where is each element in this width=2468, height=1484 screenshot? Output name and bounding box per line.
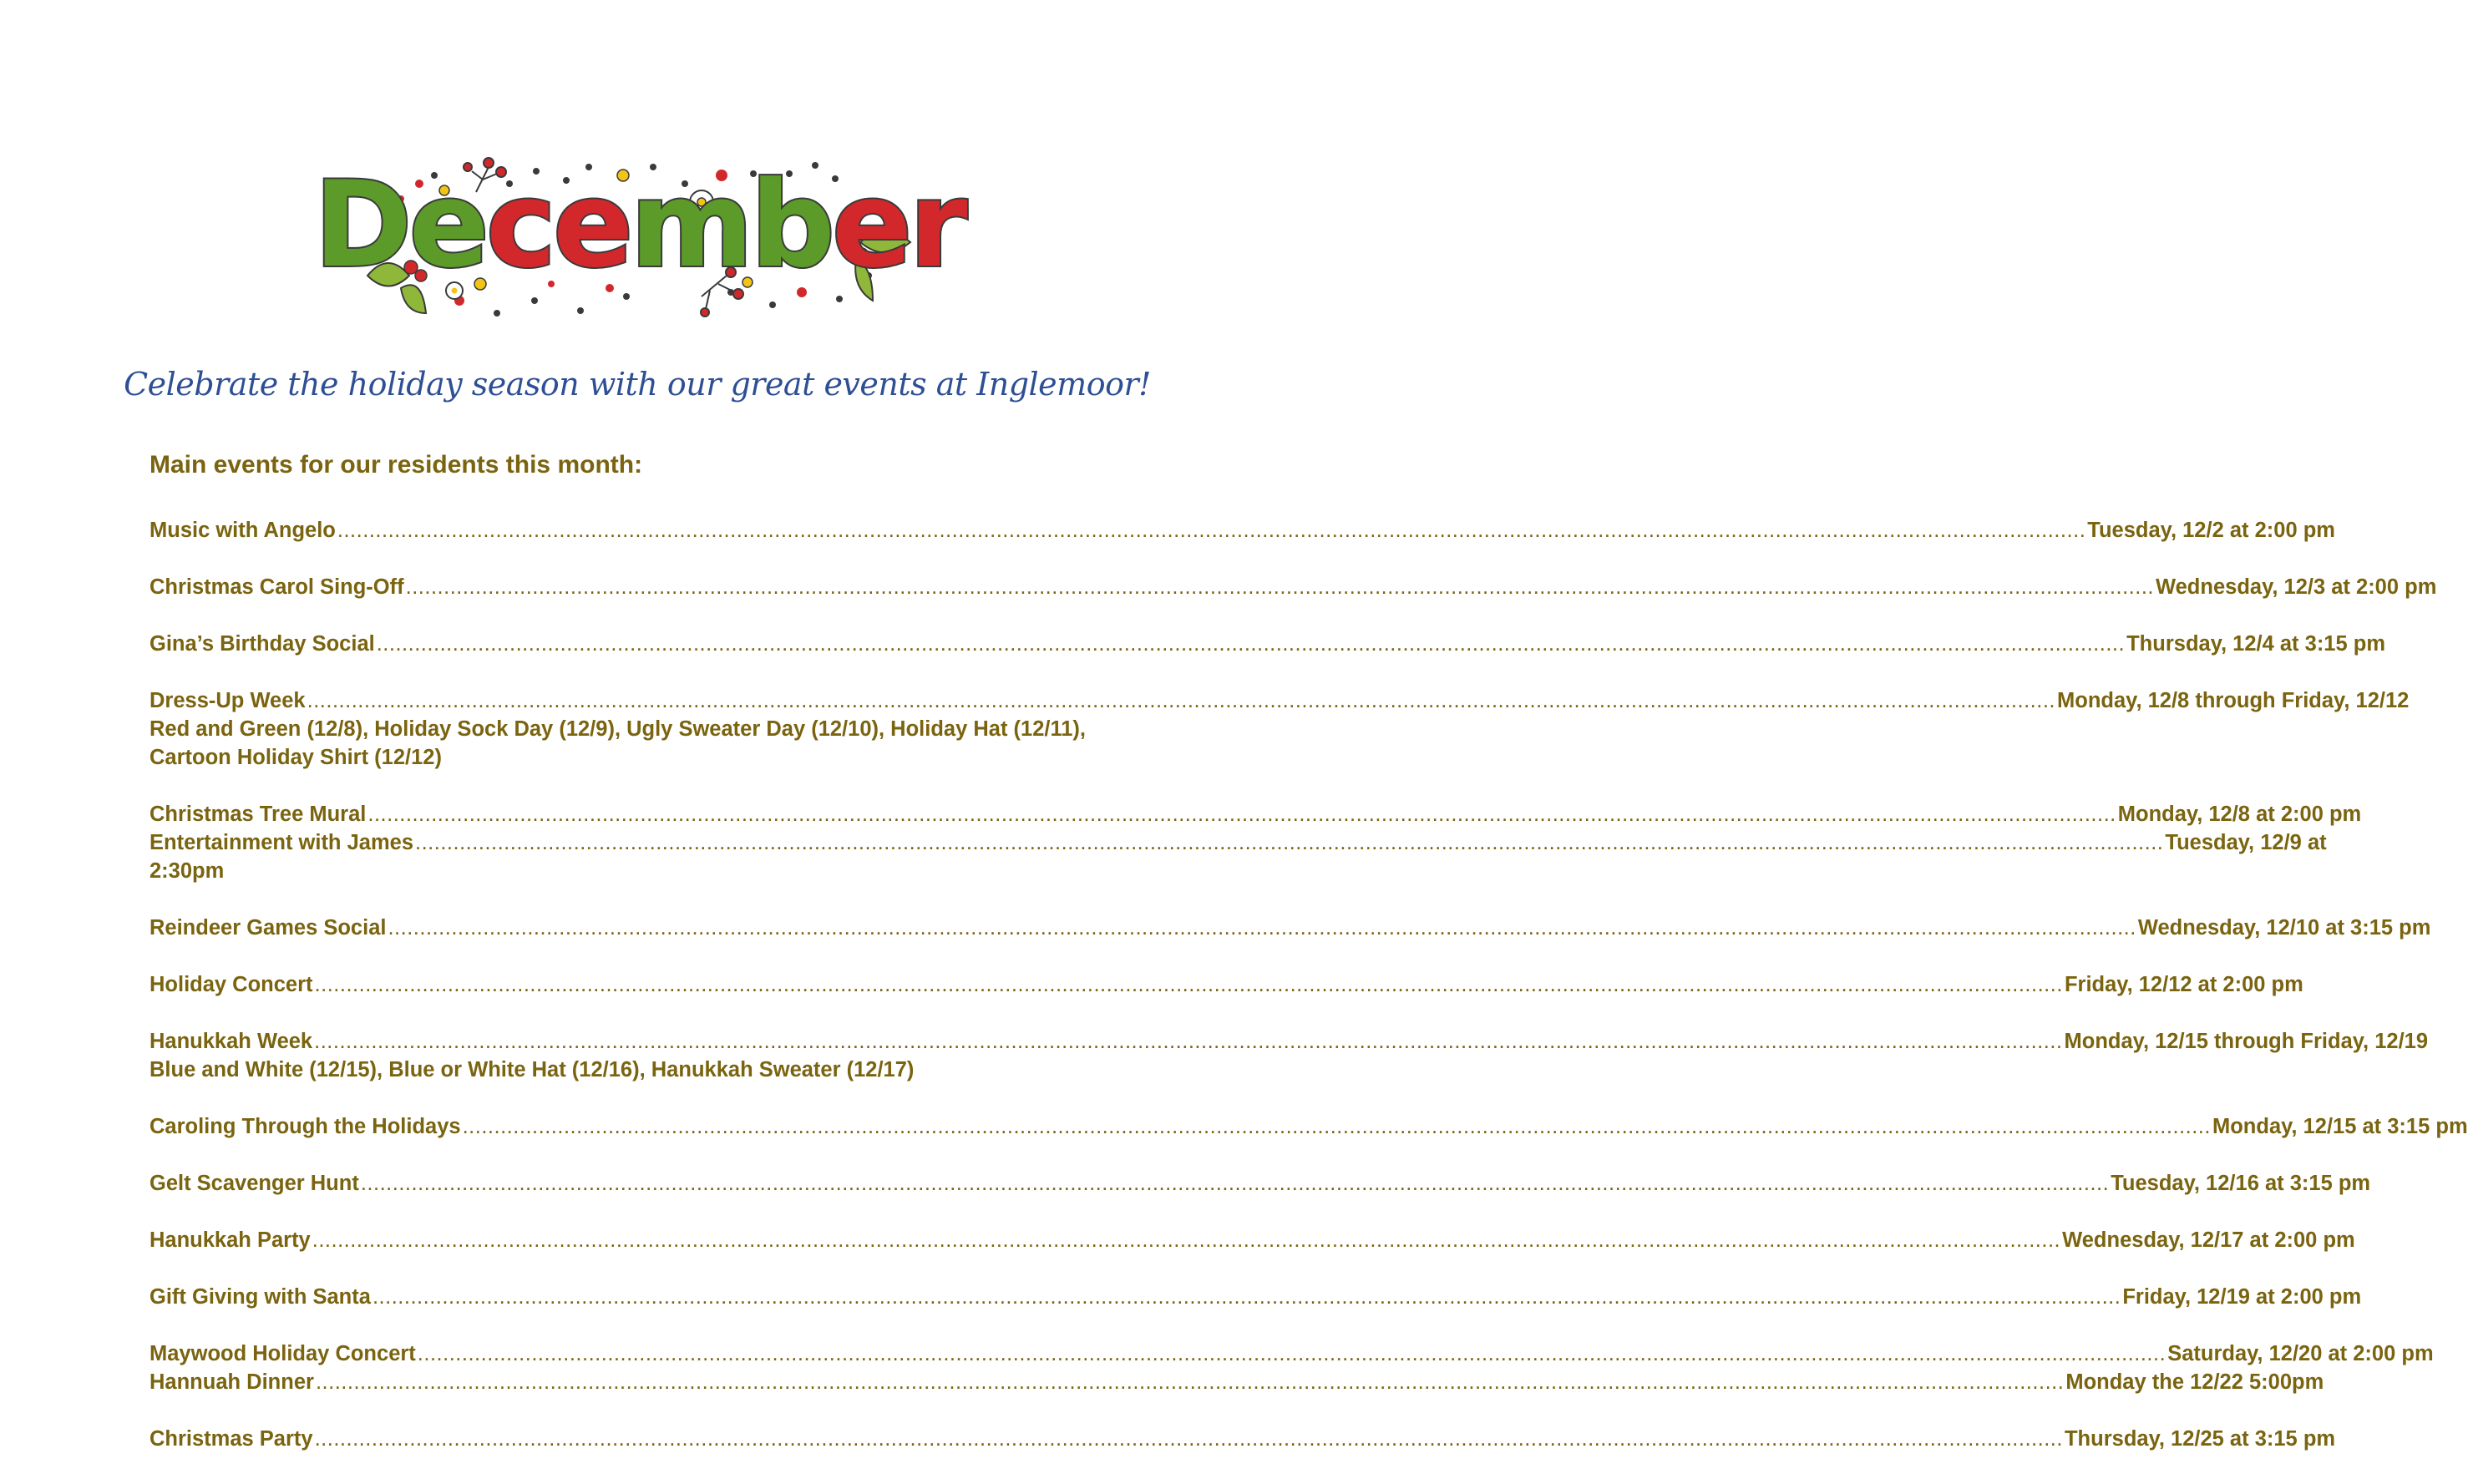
event-group — [149, 1112, 2468, 1141]
event-line — [149, 1425, 2336, 1453]
event-line — [149, 630, 2386, 658]
event-line — [149, 516, 2335, 544]
event-group — [149, 914, 2431, 942]
event-date: Monday the 12/22 5:00pm — [2065, 1370, 2324, 1394]
event-date-overflow: 2:30pm — [149, 859, 225, 883]
event-group — [149, 630, 2386, 658]
tagline: Celebrate the holiday season with our great events at Inglemoor! — [124, 366, 1151, 403]
leader-dots — [337, 516, 2085, 544]
event-date: Monday, 12/8 through Friday, 12/12 — [2057, 689, 2410, 712]
event-line — [149, 914, 2431, 942]
event-detail: Red and Green (12/8), Holiday Sock Day (12/9), Ugly Sweater Day (12/10), Holiday Hat (12/11), Cartoon Holiday Shirt (12/12) — [149, 717, 1087, 769]
event-name: Gelt Scavenger Hunt — [149, 1172, 359, 1195]
event-date: Monday, 12/8 at 2:00 pm — [2117, 803, 2362, 826]
event-line — [149, 1169, 2371, 1198]
event-name: Christmas Tree Mural — [149, 803, 367, 826]
event-date: Monday, 12/15 through Friday, 12/19 — [2064, 1030, 2429, 1053]
december-logo-art — [313, 150, 965, 338]
leader-dots — [315, 1425, 2063, 1453]
events-heading: Main events for our residents this month: — [149, 451, 643, 479]
event-name: Music with Angelo — [149, 519, 336, 542]
event-date: Wednesday, 12/17 at 2:00 pm — [2062, 1228, 2355, 1252]
december-word: December — [313, 156, 965, 294]
event-date: Friday, 12/12 at 2:00 pm — [2064, 973, 2303, 996]
logo-letters-green-1: D — [313, 156, 409, 294]
event-date: Thursday, 12/4 at 3:15 pm — [2126, 632, 2386, 656]
event-date: Thursday, 12/25 at 3:15 pm — [2064, 1427, 2336, 1451]
event-name: Christmas Carol Sing-Off — [149, 575, 404, 599]
leader-dots — [312, 1226, 2060, 1254]
event-date: Tuesday, 12/2 at 2:00 pm — [2087, 519, 2335, 542]
event-group — [149, 573, 2437, 601]
leader-dots — [361, 1169, 2109, 1198]
event-group — [149, 1425, 2336, 1453]
event-line — [149, 1027, 2429, 1056]
event-name: Dress-Up Week — [149, 689, 306, 712]
event-line — [149, 1112, 2468, 1141]
leader-dots — [406, 573, 2154, 601]
event-detail: Blue and White (12/15), Blue or White Hat (12/16), Hanukkah Sweater (12/17) — [149, 1058, 915, 1081]
event-group — [149, 1226, 2355, 1254]
event-name: Entertainment with James — [149, 831, 413, 854]
event-date: Wednesday, 12/10 at 3:15 pm — [2137, 916, 2431, 940]
leader-dots — [315, 970, 2063, 999]
event-name: Maywood Holiday Concert — [149, 1342, 416, 1365]
event-line — [149, 1226, 2355, 1254]
event-group — [149, 1027, 2429, 1084]
december-logo — [313, 150, 965, 338]
leader-dots — [418, 1340, 2166, 1368]
event-line — [149, 1368, 2324, 1396]
leader-dots — [377, 630, 2125, 658]
event-group — [149, 1169, 2371, 1198]
event-line — [149, 1283, 2362, 1311]
event-line — [149, 800, 2362, 828]
leader-dots — [367, 800, 2116, 828]
event-date: Monday, 12/15 at 3:15 pm — [2212, 1115, 2468, 1138]
leader-dots — [388, 914, 2136, 942]
event-line — [149, 686, 2410, 715]
event-date: Friday, 12/19 at 2:00 pm — [2122, 1285, 2362, 1309]
event-group — [149, 800, 2362, 885]
event-date: Saturday, 12/20 at 2:00 pm — [2167, 1342, 2434, 1365]
leader-dots — [314, 1027, 2062, 1056]
event-name: Reindeer Games Social — [149, 916, 387, 940]
event-group — [149, 970, 2303, 999]
event-name: Holiday Concert — [149, 973, 313, 996]
event-name: Hanukkah Party — [149, 1228, 311, 1252]
events-list — [149, 516, 2468, 1481]
leader-dots — [316, 1368, 2064, 1396]
event-group — [149, 1283, 2362, 1311]
event-name: Gina’s Birthday Social — [149, 632, 375, 656]
event-group — [149, 1340, 2434, 1396]
event-name: Caroling Through the Holidays — [149, 1115, 461, 1138]
leader-dots — [415, 828, 2163, 857]
event-date: Wednesday, 12/3 at 2:00 pm — [2156, 575, 2437, 599]
event-name: Hannuah Dinner — [149, 1370, 314, 1394]
leader-dots — [307, 686, 2055, 715]
event-group — [149, 516, 2335, 544]
event-line — [149, 828, 2327, 857]
event-line — [149, 573, 2437, 601]
event-line — [149, 1340, 2434, 1368]
event-date: Tuesday, 12/16 at 3:15 pm — [2111, 1172, 2371, 1195]
event-group — [149, 686, 2410, 772]
event-line — [149, 970, 2303, 999]
event-date: Tuesday, 12/9 at — [2165, 831, 2327, 854]
leader-dots — [463, 1112, 2211, 1141]
event-name: Hanukkah Week — [149, 1030, 313, 1053]
event-name: Gift Giving with Santa — [149, 1285, 371, 1309]
event-name: Christmas Party — [149, 1427, 313, 1451]
leader-dots — [372, 1283, 2121, 1311]
